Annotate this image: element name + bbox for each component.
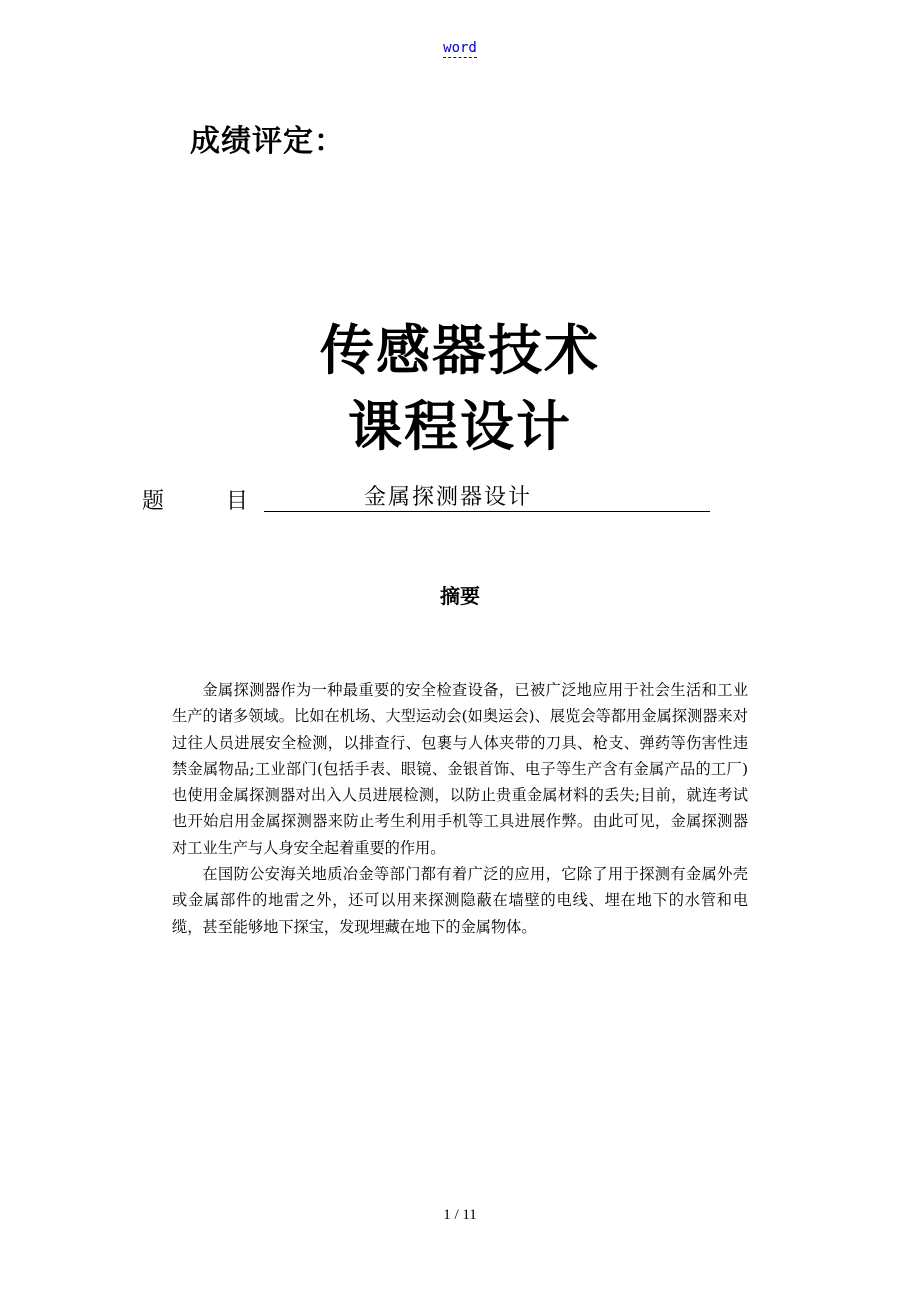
abstract-paragraph-2: 在国防公安海关地质冶金等部门都有着广泛的应用，它除了用于探测有金属外壳或金属部件的地雷之外，还可以用来探测隐蔽在墙壁的电线、埋在地下的水管和电缆，甚至能够地下探宝，发现埋藏在地下的金属物体。 (172, 865, 748, 936)
header-word-link-text[interactable]: word (443, 40, 477, 56)
grade-label: 成绩评定： (190, 124, 345, 159)
abstract-paragraph-1: 金属探测器作为一种最重要的安全检查设备，已被广泛地应用于社会生活和工业生产的诸多领域。比如在机场、大型运动会(如奥运会)、展览会等都用金属探测器来对过往人员进展安全检测，以排查行、包裹与人体夹带的刀具、枪支、弹药等伤害性违禁金属物品;工业部门(包括手表、眼镜、金银首饰、电子等生产含有金属产品的工厂)也使用金属探测器对出入人员进展检测，以防止贵重金属材料的丢失;目前，就连考试也开始启用金属探测器来防止考生利用手机等工具进展作弊。由此可见，金属探测器对工业生产与人身安全起着重要的作用。 (172, 681, 748, 857)
header-word-link[interactable] (0, 40, 920, 56)
page-number: 1 / 11 (443, 1207, 477, 1223)
topic-underline (264, 511, 710, 512)
topic-label-char1: 题 (142, 489, 165, 514)
document-title-line2: 课程设计 (348, 395, 572, 458)
topic-value: 金属探测器设计 (364, 485, 533, 510)
abstract-body (172, 677, 748, 940)
document-title-line1: 传感器技术 (320, 319, 600, 382)
topic-label-char2: 目 (226, 489, 249, 514)
abstract-heading: 摘要 (440, 584, 480, 608)
